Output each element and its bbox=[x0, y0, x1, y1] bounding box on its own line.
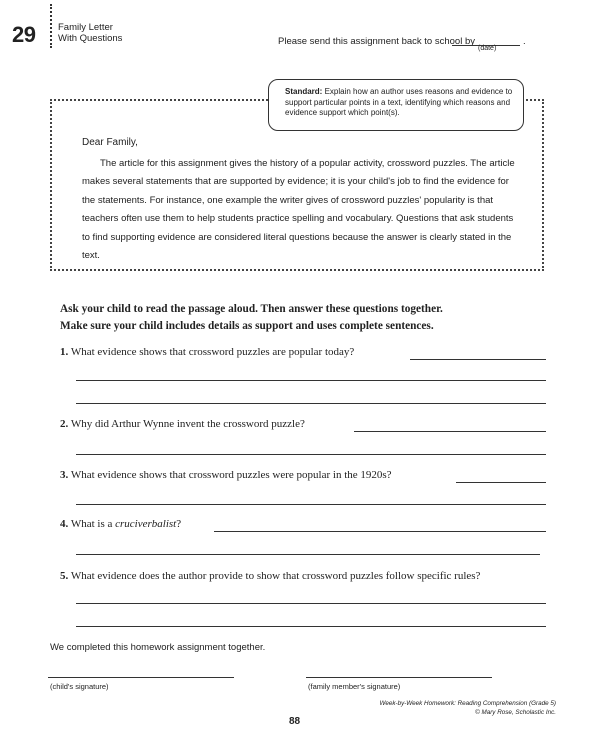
answer-line-1b[interactable] bbox=[76, 380, 546, 381]
credit-line-1: Week-by-Week Homework: Reading Comprehension (Grade 5) bbox=[379, 700, 556, 707]
answer-line-2b[interactable] bbox=[76, 454, 546, 455]
instructions-line1: Ask your child to read the passage aloud. Then answer these questions together. bbox=[60, 303, 443, 315]
answer-line-4a[interactable] bbox=[214, 531, 546, 532]
child-signature-line[interactable] bbox=[48, 677, 234, 678]
letter-title-line2: With Questions bbox=[58, 32, 123, 44]
instructions bbox=[60, 301, 550, 335]
answer-line-2a[interactable] bbox=[354, 431, 546, 432]
standard-box bbox=[268, 79, 524, 131]
question-5 bbox=[60, 570, 480, 582]
answer-line-3a[interactable] bbox=[456, 482, 546, 483]
answer-line-5a[interactable] bbox=[76, 603, 546, 604]
question-2-number: 2. bbox=[60, 418, 69, 430]
question-3 bbox=[60, 469, 392, 481]
question-4-text-before: What is a bbox=[70, 518, 116, 530]
question-4-text-after: ? bbox=[176, 518, 182, 530]
instructions-line2: Make sure your child includes details as support and uses complete sentences. bbox=[60, 320, 434, 332]
standard-text: Explain how an author uses reasons and evidence to support particular points in a text, identifying which reasons and evidence support which point(s). bbox=[285, 87, 513, 117]
answer-line-4b[interactable] bbox=[76, 554, 540, 555]
page-number: 88 bbox=[289, 716, 301, 727]
lesson-number: 29 bbox=[12, 22, 36, 47]
question-3-text: What evidence shows that crossword puzzles were popular in the 1920s? bbox=[70, 469, 392, 481]
question-2-text: Why did Arthur Wynne invent the crossword puzzle? bbox=[70, 418, 305, 430]
completed-statement: We completed this homework assignment together. bbox=[50, 642, 266, 653]
answer-line-5b[interactable] bbox=[76, 626, 546, 627]
question-3-number: 3. bbox=[60, 469, 69, 481]
question-4-number: 4. bbox=[60, 518, 69, 530]
question-5-number: 5. bbox=[60, 570, 69, 582]
send-back-text: Please send this assignment back to school by bbox=[278, 36, 475, 47]
question-1-text: What evidence shows that crossword puzzles are popular today? bbox=[70, 346, 355, 358]
family-signature-line[interactable] bbox=[306, 677, 492, 678]
question-1 bbox=[60, 346, 354, 358]
question-2 bbox=[60, 418, 305, 430]
send-back-suffix: . bbox=[523, 36, 526, 47]
date-label: (date) bbox=[478, 45, 497, 52]
credit-text bbox=[366, 700, 556, 717]
letter-body: The article for this assignment gives the history of a popular activity, crossword puzzles. The article makes several statements that are supported by evidence; it is your child's job to find the evidence for the statements. For instance, one example the writer gives of crossword puzzles' popularity is that teachers often use them to help students practice spelling and vocabulary. Questions that ask students to find supporting evidence are considered literal questions because the answer is clearly stated in the text. bbox=[82, 158, 515, 262]
question-5-text: What evidence does the author provide to show that crossword puzzles follow specific rules? bbox=[70, 570, 481, 582]
header-divider bbox=[50, 4, 52, 48]
letter-title bbox=[58, 23, 122, 44]
standard-label: Standard: bbox=[285, 87, 323, 96]
family-signature-label: (family member's signature) bbox=[308, 682, 401, 691]
child-signature-label: (child's signature) bbox=[50, 682, 109, 691]
credit-line-2: © Mary Rose, Scholastic Inc. bbox=[475, 708, 556, 716]
answer-line-1c[interactable] bbox=[76, 403, 546, 404]
question-4-term: cruciverbalist bbox=[115, 518, 177, 530]
letter-greeting: Dear Family, bbox=[82, 137, 138, 148]
answer-line-1a[interactable] bbox=[410, 359, 546, 360]
question-4 bbox=[60, 518, 181, 530]
question-1-number: 1. bbox=[60, 346, 69, 358]
letter-title-line1: Family Letter bbox=[58, 22, 113, 33]
answer-line-3b[interactable] bbox=[76, 504, 546, 505]
